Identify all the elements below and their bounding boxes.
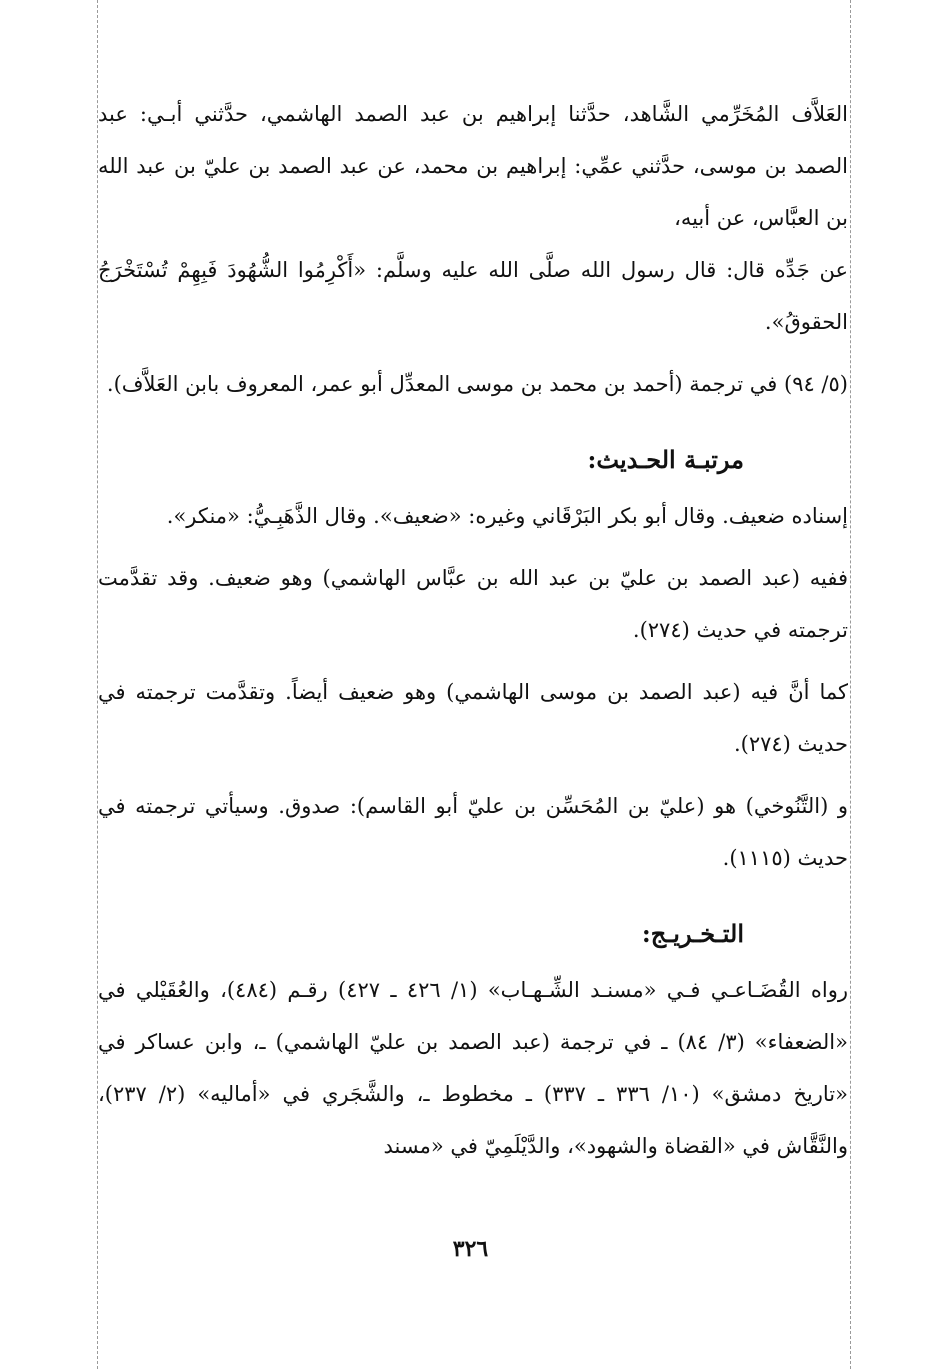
takhrij-paragraph: رواه القُضَـاعـي فـي «مسنـد الشِّـهـاب» (١/ ٤٢٦ ـ ٤٢٧) رقـم (٤٨٤)، والعُقَيْلي في «الضعفاء» (٣/ ٨٤) ـ في ترجمة (عبد الصمد بن عليّ الهاشمي) ـ، وابن عساكر في «تاريخ دمشق» (١٠/ ٣٣٦ ـ ٣٣٧) ـ مخطوط ـ، والشَّجَري في «أماليه» (٢/ ٢٣٧)، والنَّقَّاش في «القضاة والشهود»، والدَّيْلَمِيّ في «مسند — [98, 978, 848, 1158]
page-number: ٣٢٦ — [452, 1236, 489, 1262]
narrator-note-paragraph-2: كما أنَّ فيه (عبد الصمد بن موسى الهاشمي) وهو ضعيف أيضاً. وتقدَّمت ترجمته في حديث (٢٧٤). — [98, 680, 848, 756]
narrator-note-paragraph: ففيه (عبد الصمد بن عليّ بن عبد الله بن عبَّاس الهاشمي) وهو ضعيف. وقد تقدَّمت ترجمته في حديث (٢٧٤). — [98, 566, 848, 642]
isnad-paragraph: العَلاَّف المُخَرِّمي الشَّاهد، حدَّثنا إبراهيم بن عبد الصمد الهاشمي، حدَّثني أبـي: عبد الصمد بن موسى، حدَّثني عمِّي: إبراهيم بن محمد، عن عبد الصمد بن عليّ بن عبد الله بن العبَّاس، عن أبيه، — [98, 102, 848, 230]
grade-paragraph: إسناده ضعيف. وقال أبو بكر البَرْقَاني وغيره: «ضعيف». وقال الذَّهَبِـيُّ: «منكر». — [166, 504, 848, 528]
hadith-text-paragraph: عن جَدِّه قال: قال رسول الله صلَّى الله عليه وسلَّم: «أَكْرِمُوا الشُّهُودَ فَبِهِمْ تُسْتَخْرَجُ الحقوقُ». — [98, 258, 848, 334]
right-margin-guide — [850, 0, 851, 1369]
page-body — [98, 88, 848, 1172]
takhrij-heading: التـخـريـج: — [641, 919, 744, 948]
hadith-grade-heading: مرتبـة الحـديث: — [587, 445, 744, 474]
source-reference-paragraph: (٥/ ٩٤) في ترجمة (أحمد بن محمد بن موسى المعدِّل أبو عمر، المعروف بابن العَلاَّف). — [106, 372, 848, 396]
narrator-note-paragraph-3: و (التَّنُوخي) هو (عليّ بن المُحَسِّن بن عليّ أبو القاسم): صدوق. وسيأتي ترجمته في حديث (١١١٥). — [98, 794, 848, 870]
